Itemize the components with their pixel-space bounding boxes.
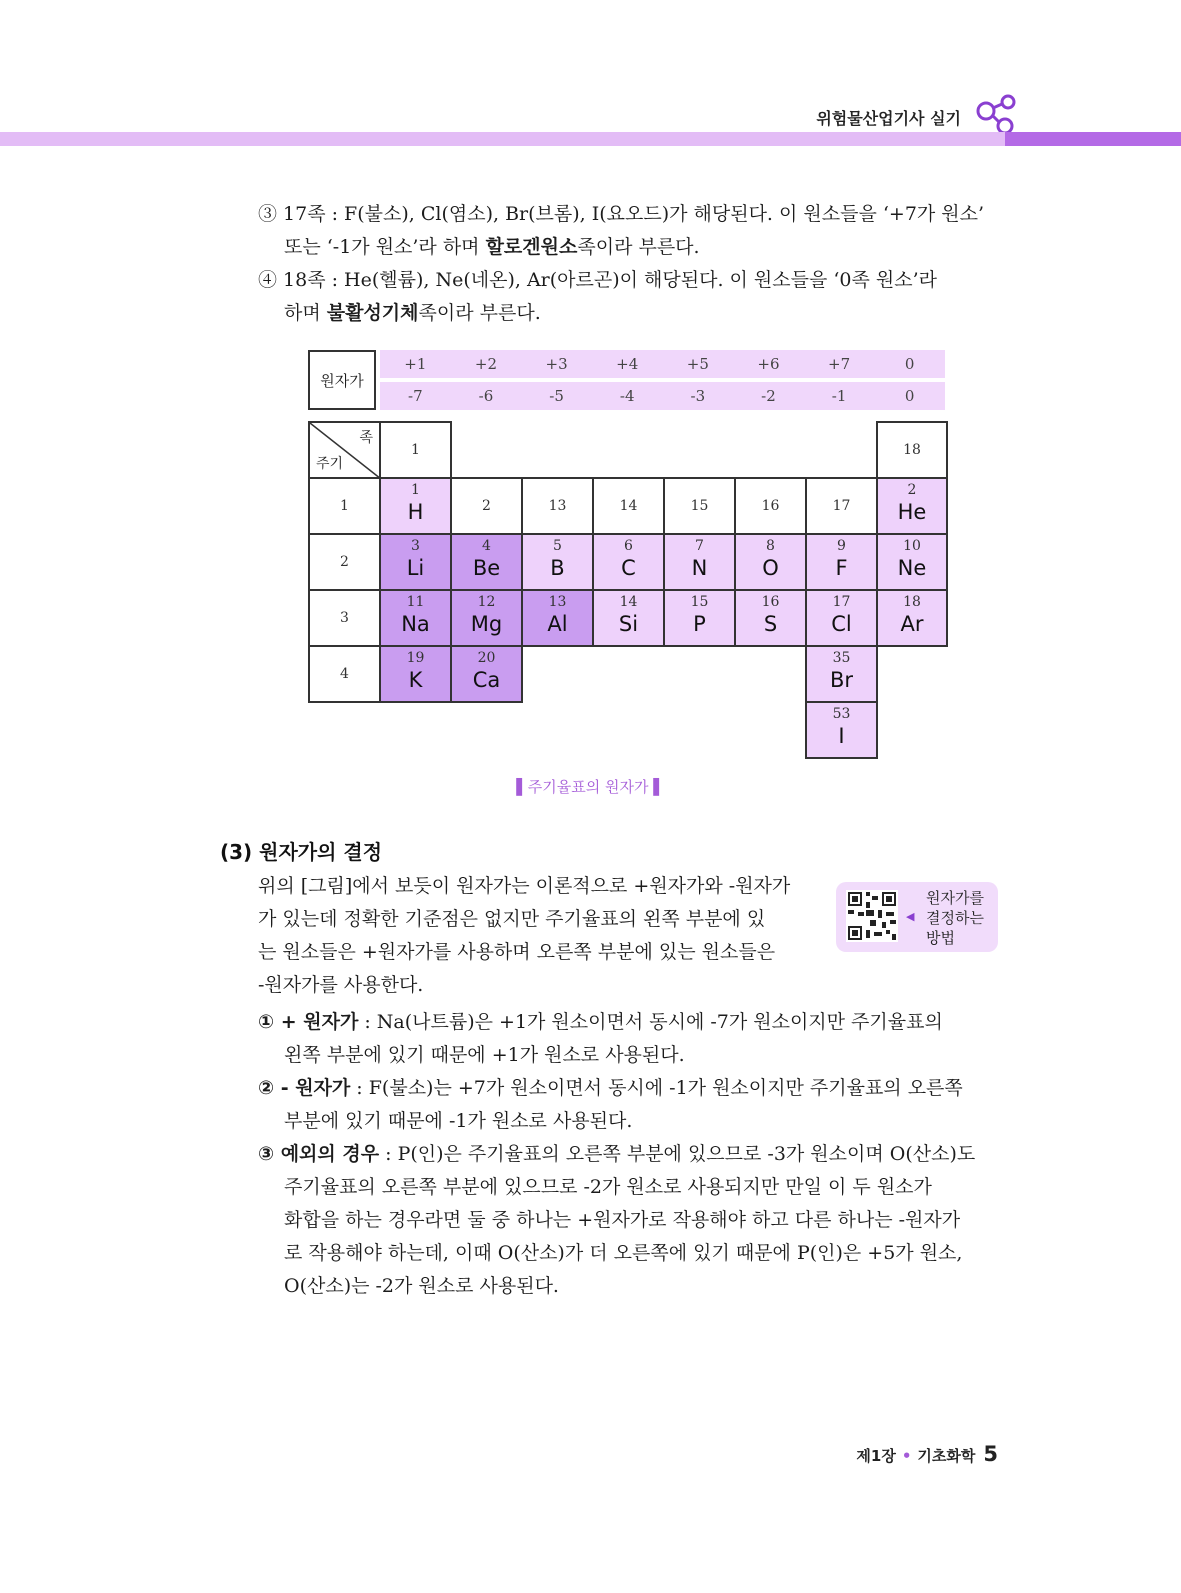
section-intro: 위의 [그림]에서 보듯이 원자가는 이론적으로 +원자가와 -원자가 가 있는데 정확한 기준점은 없지만 주기율표의 왼쪽 부분에 있 는 원소들은 +원자가를 사용하며 오른쪽 부분에 있는 원소들은 -원자가를 사용한다. <box>258 875 791 996</box>
periodic-table <box>308 421 948 761</box>
ox-positive-value: +7 <box>828 355 851 373</box>
item-group18 <box>258 264 937 330</box>
element-cell: 15 P <box>663 589 736 647</box>
group-label: 15 <box>663 477 736 535</box>
element-cell: 5 B <box>521 533 594 591</box>
qr-code-icon[interactable] <box>846 890 898 942</box>
group-label: 14 <box>592 477 665 535</box>
item-group17-line1: ③ 17족 : F(불소), Cl(염소), Br(브롬), I(요오드)가 해당된다. 이 원소들을 ‘+7가 원소’ <box>258 203 985 225</box>
element-cell: 2 He <box>876 477 948 535</box>
footer-chapter-title: 기초화학 <box>917 1447 976 1465</box>
rule-exception-head: ③ 예외의 경우 <box>258 1143 380 1165</box>
ox-negative-value: -3 <box>690 387 706 405</box>
ox-negative-value: 0 <box>904 387 915 405</box>
table-corner-cell <box>308 421 381 479</box>
period-label: 3 <box>308 589 381 647</box>
group-head-1: 1 <box>379 421 452 479</box>
group-head-18: 18 <box>876 421 948 479</box>
element-cell: 4 Be <box>450 533 523 591</box>
period-label: 4 <box>308 645 381 703</box>
element-cell: 7 N <box>663 533 736 591</box>
footer-chapter: 제1장 <box>856 1447 896 1465</box>
element-cell: 35 Br <box>805 645 878 703</box>
page-number: 5 <box>983 1442 998 1466</box>
running-header-title: 위험물산업기사 실기 <box>816 109 961 128</box>
group-label: 17 <box>805 477 878 535</box>
footer-dot: • <box>901 1447 912 1465</box>
ox-positive-value: +2 <box>474 355 497 373</box>
ox-row-positive <box>380 350 945 378</box>
qr-label: 원자가를 결정하는 방법 <box>926 889 984 947</box>
header-band <box>0 132 1015 146</box>
item-group17 <box>258 198 984 264</box>
element-cell: 18 Ar <box>876 589 948 647</box>
element-cell: 16 S <box>734 589 807 647</box>
element-cell: 14 Si <box>592 589 665 647</box>
ox-row-negative <box>380 382 945 410</box>
ox-negative-value: -4 <box>619 387 635 405</box>
element-cell: 8 O <box>734 533 807 591</box>
ox-table-label: 원자가 <box>308 350 376 410</box>
section-title: (3) 원자가의 결정 <box>220 840 383 864</box>
ox-positive-value: +4 <box>616 355 639 373</box>
period-label: 2 <box>308 533 381 591</box>
element-cell: 3 Li <box>379 533 452 591</box>
ox-positive-value: +5 <box>686 355 709 373</box>
element-cell: 6 C <box>592 533 665 591</box>
ox-positive-value: +6 <box>757 355 780 373</box>
ox-positive-value: +1 <box>404 355 427 373</box>
group-label: 13 <box>521 477 594 535</box>
group-label: 16 <box>734 477 807 535</box>
element-cell: 53 I <box>805 701 878 759</box>
ox-negative-value: -2 <box>761 387 776 405</box>
figure-caption: ▌주기율표의 원자가 ▌ <box>516 778 665 796</box>
element-cell: 10 Ne <box>876 533 948 591</box>
qr-link-box[interactable] <box>836 882 998 952</box>
item-group18-line2: 하며 불활성기체족이라 부른다. <box>284 302 541 324</box>
term-halogen: 할로겐원소 <box>485 236 578 258</box>
ox-positive-value: 0 <box>904 355 915 373</box>
ox-positive-value: +3 <box>545 355 568 373</box>
corner-period-label: 주기 <box>316 456 344 472</box>
element-cell: 1 H <box>379 477 452 535</box>
element-cell: 19 K <box>379 645 452 703</box>
rule-negative-head: ② - 원자가 <box>258 1077 351 1099</box>
header-band-accent <box>1005 132 1181 146</box>
period-label: 1 <box>308 477 381 535</box>
rule-exception: ③ 예외의 경우 : P(인)은 주기율표의 오른쪽 부분에 있으므로 -3가 원소이며 O(산소)도 주기율표의 오른쪽 부분에 있으므로 -2가 원소로 사용되지만 만일 이 두 원소가 화합을 하는 경우라면 둘 중 하나는 +원자가로 작용해야 하고 다른 하나는 -원자가 로 작용해야 하는데, 이때 O(산소)가 더 오른쪽에 있기 때문에 P(인)은 +5가 원소, O(산소)는 -2가 원소로 사용된다. <box>258 1143 976 1297</box>
ox-negative-value: -7 <box>408 387 423 405</box>
ox-negative-value: -5 <box>549 387 564 405</box>
element-cell: 20 Ca <box>450 645 523 703</box>
element-cell: 17 Cl <box>805 589 878 647</box>
rule-positive-head: ① + 원자가 <box>258 1011 359 1033</box>
element-cell: 9 F <box>805 533 878 591</box>
ox-negative-value: -1 <box>831 387 847 405</box>
element-cell: 13 Al <box>521 589 594 647</box>
element-cell: 12 Mg <box>450 589 523 647</box>
ox-negative-value: -6 <box>478 387 494 405</box>
triangle-left-icon: ◀ <box>906 910 915 923</box>
group-label: 2 <box>450 477 523 535</box>
term-noble-gas: 불활성기체 <box>326 302 419 324</box>
item-group17-line2: 또는 ‘-1가 원소’라 하며 할로겐원소족이라 부른다. <box>284 236 700 258</box>
page-footer <box>856 1442 998 1466</box>
rule-negative: ② - 원자가 : F(불소)는 +7가 원소이면서 동시에 -1가 원소이지만 주기율표의 오른쪽 부분에 있기 때문에 -1가 원소로 사용된다. <box>258 1077 963 1132</box>
corner-group-label: 족 <box>359 430 373 446</box>
item-group18-line1: ④ 18족 : He(헬륨), Ne(네온), Ar(아르곤)이 해당된다. 이 원소들을 ‘0족 원소’라 <box>258 269 938 291</box>
rule-positive: ① + 원자가 : Na(나트륨)은 +1가 원소이면서 동시에 -7가 원소이지만 주기율표의 왼쪽 부분에 있기 때문에 +1가 원소로 사용된다. <box>258 1011 943 1066</box>
element-cell: 11 Na <box>379 589 452 647</box>
